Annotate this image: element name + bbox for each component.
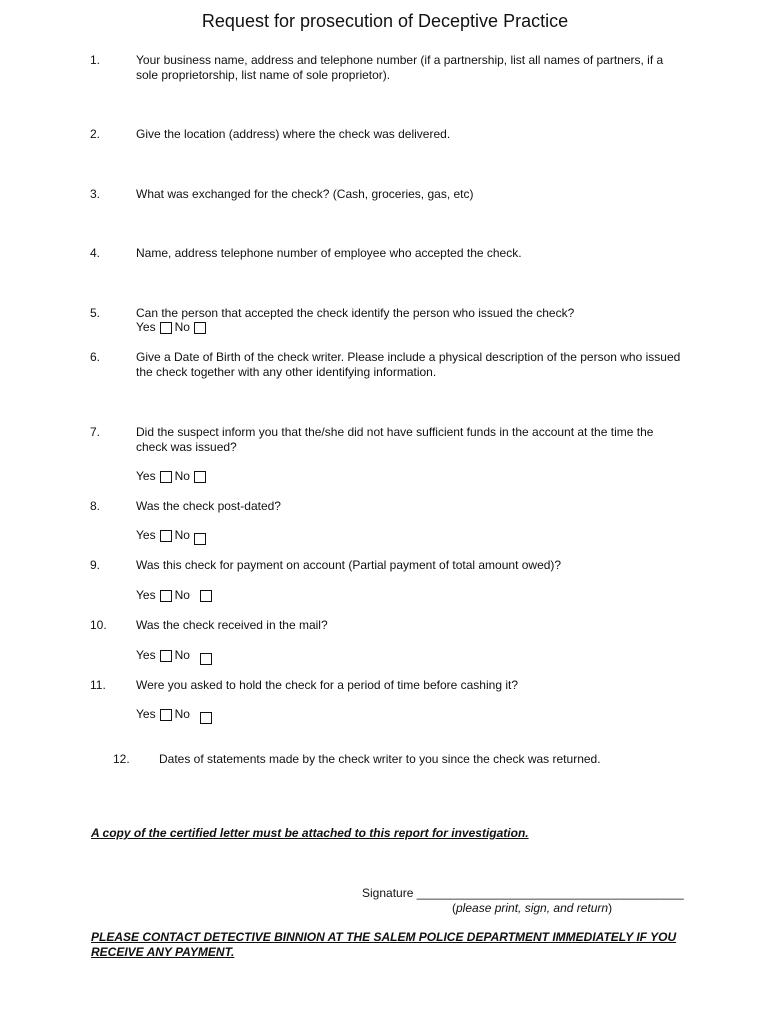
- signature-line[interactable]: ________________________________________: [416, 886, 684, 900]
- question-text: Dates of statements made by the check writer to you since the check was returned.: [159, 752, 601, 766]
- no-label: No: [174, 528, 190, 543]
- question-number: 9.: [90, 558, 101, 572]
- paren-close: ): [608, 901, 613, 915]
- page-title: Request for prosecution of Deceptive Practice: [201, 11, 569, 31]
- no-checkbox[interactable]: [200, 712, 212, 724]
- yes-no-q7: [136, 469, 209, 484]
- yes-label: Yes: [136, 469, 156, 484]
- yes-label: Yes: [136, 588, 156, 603]
- question-number: 2.: [90, 127, 101, 141]
- no-label: No: [174, 648, 190, 663]
- question-number: 7.: [90, 425, 101, 439]
- question-number: 4.: [90, 246, 101, 260]
- question-text: Your business name, address and telephone number (if a partnership, list all names of partners, if a sole proprietorship, list name of sole proprietor).: [136, 53, 664, 82]
- yes-checkbox[interactable]: [160, 530, 172, 542]
- signature-note-text: please print, sign, and return: [456, 901, 609, 915]
- no-label: No: [174, 588, 190, 603]
- yes-checkbox[interactable]: [160, 590, 172, 602]
- question-number: 5.: [90, 306, 101, 320]
- no-checkbox[interactable]: [194, 322, 206, 334]
- question-number: 11.: [90, 678, 106, 692]
- yes-no-q9: [136, 588, 215, 603]
- yes-label: Yes: [136, 528, 156, 543]
- yes-checkbox[interactable]: [160, 322, 172, 334]
- yes-label: Yes: [136, 648, 156, 663]
- paren-open: (: [452, 901, 456, 915]
- question-number: 10.: [90, 618, 107, 632]
- yes-no-q8: [136, 528, 209, 543]
- no-checkbox[interactable]: [194, 471, 206, 483]
- question-text: Give a Date of Birth of the check writer. Please include a physical description of the person who issued the check together with any other identifying information.: [136, 350, 681, 379]
- signature-field: [362, 886, 684, 901]
- question-text: Was the check post-dated?: [136, 499, 281, 513]
- question-text: Was the check received in the mail?: [136, 618, 328, 632]
- question-text: Can the person that accepted the check identify the person who issued the check?: [136, 306, 575, 320]
- no-checkbox[interactable]: [200, 653, 212, 665]
- question-text: What was exchanged for the check? (Cash, groceries, gas, etc): [136, 187, 474, 201]
- no-checkbox[interactable]: [200, 590, 212, 602]
- yes-label: Yes: [136, 707, 156, 722]
- no-label: No: [174, 469, 190, 484]
- question-text: Name, address telephone number of employee who accepted the check.: [136, 246, 522, 260]
- yes-label: Yes: [136, 320, 156, 335]
- certified-letter-notice: A copy of the certified letter must be attached to this report for investigation.: [91, 826, 529, 840]
- question-text: Was this check for payment on account (Partial payment of total amount owed)?: [136, 558, 562, 572]
- yes-checkbox[interactable]: [160, 709, 172, 721]
- yes-no-q11: [136, 707, 215, 722]
- yes-no-q5: [136, 320, 209, 335]
- yes-checkbox[interactable]: [160, 471, 172, 483]
- no-label: No: [174, 707, 190, 722]
- question-number: 1.: [90, 53, 101, 67]
- signature-note: [452, 901, 612, 916]
- contact-notice: PLEASE CONTACT DETECTIVE BINNION AT THE SALEM POLICE DEPARTMENT IMMEDIATELY IF YOU RECEIVE ANY PAYMENT.: [91, 930, 677, 959]
- yes-no-q10: [136, 648, 215, 663]
- signature-label: Signature: [362, 886, 414, 900]
- yes-checkbox[interactable]: [160, 650, 172, 662]
- no-label: No: [174, 320, 190, 335]
- question-number: 8.: [90, 499, 101, 513]
- question-number: 6.: [90, 350, 101, 364]
- question-number: 3.: [90, 187, 101, 201]
- question-text: Did the suspect inform you that the/she did not have sufficient funds in the account at the time the check was issued?: [136, 425, 654, 454]
- question-text: Were you asked to hold the check for a period of time before cashing it?: [136, 678, 518, 692]
- no-checkbox[interactable]: [194, 533, 206, 545]
- question-number: 12.: [113, 752, 130, 766]
- question-text: Give the location (address) where the check was delivered.: [136, 127, 451, 141]
